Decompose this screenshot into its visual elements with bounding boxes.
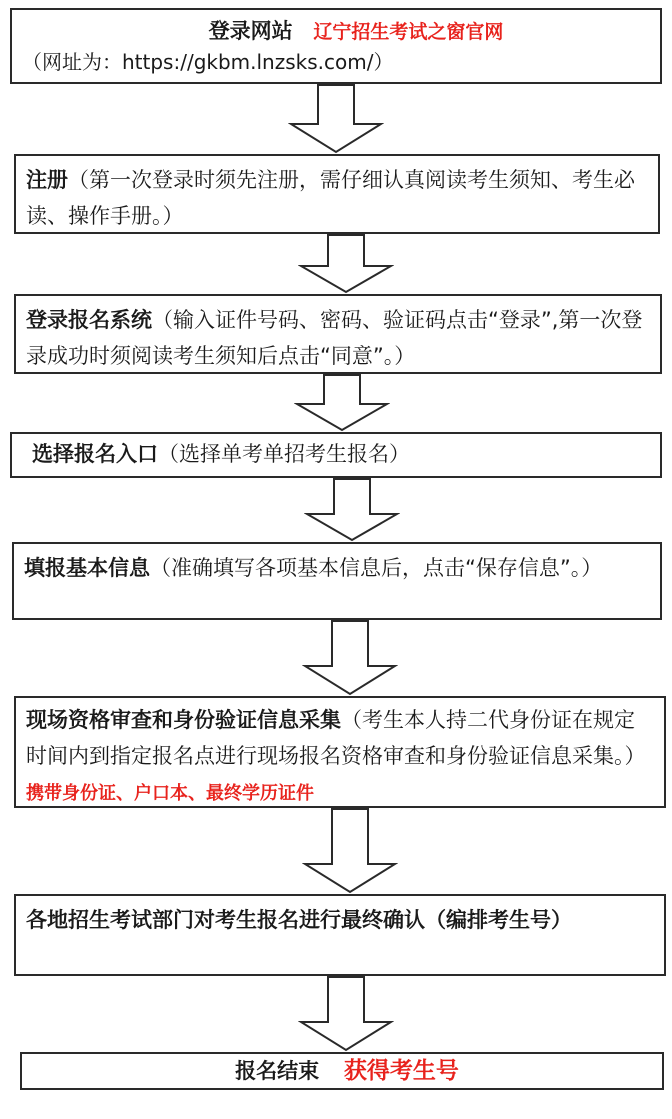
step-detail: （输入证件号码、密码、验证码点击“登录”,第一次登录成功时须阅读考生须知后点击“同意”。） <box>26 308 643 368</box>
down-arrow-icon <box>288 84 384 154</box>
step-detail: （准确填写各项基本信息后，点击“保存信息”。） <box>150 556 603 580</box>
step-title: 各地招生考试部门对考生报名进行最终确认（编排考生号） <box>26 908 572 932</box>
step-title: 填报基本信息 <box>24 556 150 580</box>
step-title: 登录报名系统 <box>26 308 152 332</box>
down-arrow-icon <box>304 478 400 542</box>
step-detail: （网址为：https://gkbm.lnzsks.com/） <box>22 50 394 74</box>
step-title: 选择报名入口 <box>32 442 158 466</box>
step-login-system <box>14 294 662 374</box>
candidate-number-note: 获得考生号 <box>343 1058 459 1084</box>
step-title: 现场资格审查和身份验证信息采集 <box>26 708 341 732</box>
down-arrow-icon <box>298 976 394 1052</box>
step-detail: （第一次登录时须先注册，需仔细认真阅读考生须知、考生必读、操作手册。） <box>26 168 635 228</box>
official-site-note: 辽宁招生考试之窗官网 <box>313 21 504 43</box>
down-arrow-icon <box>302 808 398 894</box>
down-arrow-icon <box>302 620 398 696</box>
step-select-entry <box>10 432 662 478</box>
step-fill-info <box>12 542 662 620</box>
down-arrow-icon <box>294 374 390 432</box>
step-onsite-verification <box>14 696 666 808</box>
step-register <box>14 154 660 234</box>
step-login-website <box>10 8 662 84</box>
step-detail: （考生本人持二代身份证在规定时间内到指定报名点进行现场报名资格审查和身份验证信息采集。） <box>26 708 646 768</box>
step-title: 报名结束 <box>235 1059 320 1083</box>
required-documents-note: 携带身份证、户口本、最终学历证件 <box>26 783 314 804</box>
step-detail: （选择单考单招考生报名） <box>158 442 410 466</box>
step-title: 登录网站 <box>208 19 293 43</box>
down-arrow-icon <box>298 234 394 294</box>
step-registration-end <box>20 1052 664 1090</box>
step-title: 注册 <box>26 168 68 192</box>
step-final-confirmation <box>14 894 666 976</box>
